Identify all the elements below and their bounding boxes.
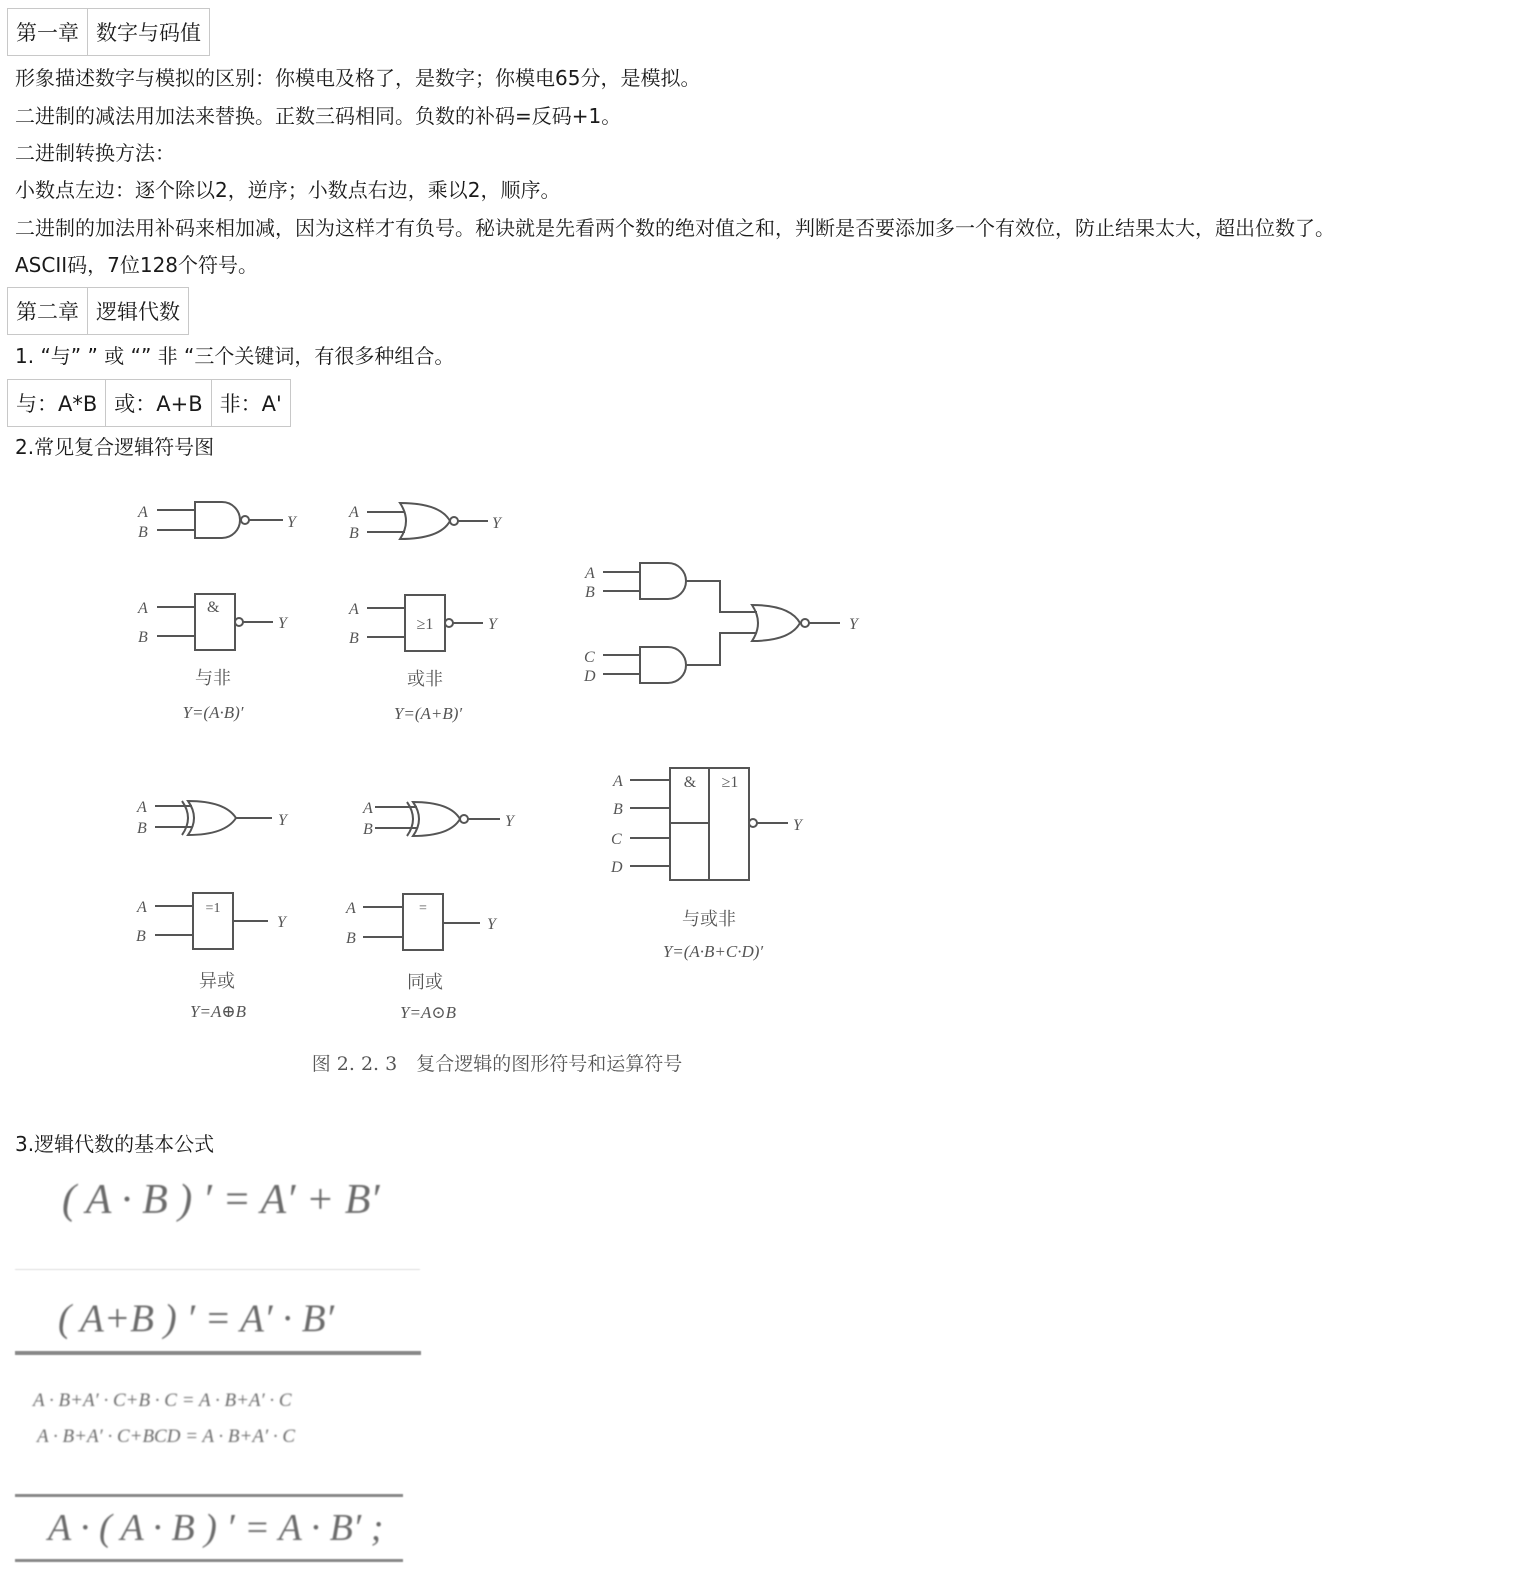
figure-label: B	[136, 928, 146, 945]
figure-label: A	[363, 800, 373, 817]
formula-absorption: A · ( A · B ) ′ = A · B′ ;	[48, 1507, 384, 1549]
figure-label: B	[138, 629, 148, 646]
figure-caption: 图 2. 2. 3 复合逻辑的图形符号和运算符号	[311, 1053, 683, 1075]
figure-label: 异或	[199, 971, 235, 992]
figure-label: B	[138, 524, 148, 541]
figure-label: Y=(A·B)′	[182, 703, 244, 722]
figure-label: A	[349, 504, 359, 521]
figure-label: A	[137, 899, 147, 916]
paragraph: 二进制的减法用加法来替换。正数三码相同。负数的补码=反码+1。	[15, 104, 622, 128]
figure-label: A	[585, 565, 595, 582]
figure-label: Y=(A+B)′	[393, 704, 463, 723]
figure-label: Y	[278, 615, 287, 632]
nand-gate-symbol	[137, 502, 298, 541]
divider	[15, 1559, 403, 1562]
paragraph: 形象描述数字与模拟的区别：你模电及格了，是数字；你模电65分，是模拟。	[15, 66, 701, 90]
figure-label: A	[138, 504, 148, 521]
chapter2-header	[7, 287, 189, 335]
figure-label: =1	[205, 901, 221, 916]
chapter1-header	[7, 8, 210, 56]
figure-label: A	[137, 799, 147, 816]
figure-label: Y=(A·B+C·D)′	[662, 942, 764, 961]
chapter1-title: 数字与码值	[88, 9, 210, 56]
logic-symbols-figure	[0, 470, 900, 1100]
figure-label: B	[349, 525, 359, 542]
figure-label: Y=A⊕B	[190, 1002, 246, 1021]
divider	[15, 1351, 421, 1355]
figure-label: C	[611, 831, 622, 848]
figure-label: 与非	[195, 668, 231, 689]
formula-consensus-1: A · B+A′ · C+B · C = A · B+A′ · C	[33, 1390, 292, 1411]
chapter2-title: 逻辑代数	[88, 288, 189, 335]
xnor-box-symbol	[345, 894, 498, 1022]
figure-label: Y	[487, 916, 496, 933]
operators-table	[7, 379, 291, 427]
figure-label: Y	[287, 514, 296, 531]
figure-label: 或非	[407, 669, 443, 690]
figure-label: B	[346, 930, 356, 947]
figure-label: B	[613, 801, 623, 818]
paragraph: 二进制转换方法：	[15, 141, 175, 165]
figure-label: A	[613, 773, 623, 790]
paragraph: ASCII码，7位128个符号。	[15, 253, 259, 277]
paragraph: 小数点左边：逐个除以2，逆序；小数点右边，乘以2，顺序。	[15, 178, 561, 202]
figure-label: Y	[492, 515, 501, 532]
aoi-box-symbol	[610, 768, 804, 961]
divider	[15, 1494, 403, 1497]
and-or-invert-circuit	[583, 563, 860, 685]
figure-label: ≥1	[416, 616, 434, 633]
divider	[15, 1269, 420, 1270]
nor-gate-symbol	[348, 503, 503, 542]
op-not: 非：A'	[211, 380, 290, 427]
figure-label: D	[611, 859, 623, 876]
figure-label: A	[349, 601, 359, 618]
chapter1-number: 第一章	[8, 9, 88, 56]
paragraph: 二进制的加法用补码来相加减，因为这样才有负号。秘诀就是先看两个数的绝对值之和，判断是否要添加多一个有效位，防止结果太大，超出位数了。	[15, 216, 1335, 240]
figure-label: B	[349, 630, 359, 647]
op-or: 或：A+B	[106, 380, 211, 427]
figure-label: Y	[505, 813, 514, 830]
figure-label: B	[363, 821, 373, 838]
formula-consensus-2: A · B+A′ · C+BCD = A · B+A′ · C	[37, 1426, 296, 1447]
op-and: 与：A*B	[8, 380, 106, 427]
nor-box-symbol	[348, 595, 499, 723]
figure-label: D	[584, 668, 596, 685]
paragraph: 2.常见复合逻辑符号图	[15, 435, 215, 459]
figure-label: 同或	[407, 972, 443, 993]
figure-label: =	[419, 901, 427, 916]
figure-label: Y	[849, 616, 858, 633]
formula-de-morgan-or: ( A+B ) ′ = A′ · B′	[58, 1297, 335, 1340]
xor-box-symbol	[136, 893, 288, 1021]
figure-label: Y	[278, 812, 287, 829]
xnor-gate-symbol	[362, 800, 516, 838]
figure-label: A	[138, 600, 148, 617]
figure-label: B	[137, 820, 147, 837]
figure-label: Y	[488, 616, 497, 633]
figure-label: ≥1	[721, 774, 739, 791]
figure-label: &	[683, 774, 697, 791]
figure-label: &	[207, 599, 220, 616]
formula-de-morgan-and: ( A · B ) ′ = A′ + B′	[62, 1177, 380, 1223]
paragraph: 1. “与” ” 或 “” 非 “三个关键词，有很多种组合。	[15, 344, 455, 368]
figure-label: C	[584, 649, 595, 666]
paragraph: 3.逻辑代数的基本公式	[15, 1132, 215, 1156]
nand-box-symbol	[137, 594, 289, 722]
figure-label: 与或非	[682, 909, 736, 930]
figure-label: Y	[793, 817, 802, 834]
figure-label: Y	[277, 914, 286, 931]
chapter2-number: 第二章	[8, 288, 88, 335]
figure-label: A	[346, 900, 356, 917]
figure-label: B	[585, 584, 595, 601]
figure-label: Y=A⊙B	[400, 1003, 456, 1022]
xor-gate-symbol	[136, 799, 289, 837]
